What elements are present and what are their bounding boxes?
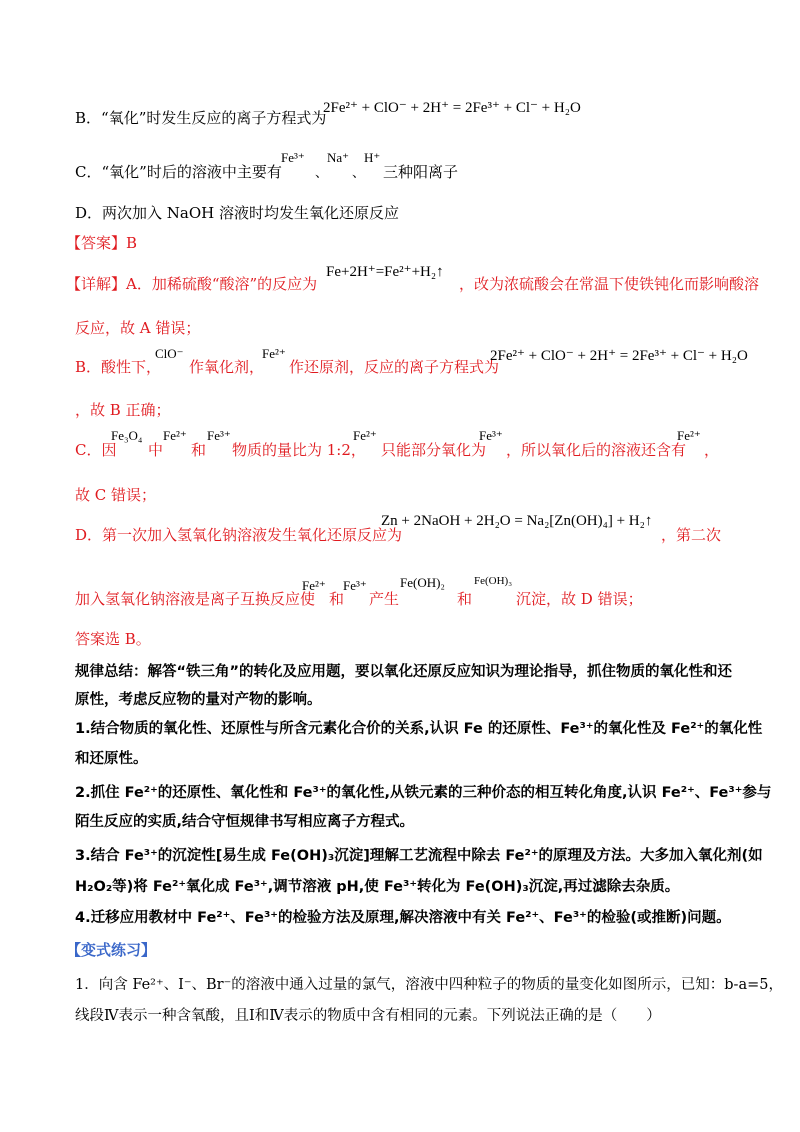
option-c-pre: C．“氧化”时后的溶液中主要有 xyxy=(75,163,282,181)
summary-line-9: 4.迁移应用教材中 Fe²⁺、Fe³⁺的检验方法及原理,解决溶液中有关 Fe²⁺、Fe³⁺的检验(或推断)问题。 xyxy=(75,910,731,926)
detail-d2-he2: 和 xyxy=(457,590,473,608)
detail-c-post: ，所以氧化后的溶液还含有 xyxy=(506,441,687,459)
detail-c-mid: 物质的量比为 1:2， xyxy=(232,441,366,459)
detail-c-fe3o4: Fe₃O₄ xyxy=(111,428,143,443)
summary-line-6: 陌生反应的实质,结合守恒规律书写相应离子方程式。 xyxy=(75,814,415,830)
detail-d2-fe3: Fe³⁺ xyxy=(343,578,367,593)
detail-b-mid1: 作氧化剂， xyxy=(189,358,265,376)
detail-b-equation: 2Fe²⁺ + ClO⁻ + 2H⁺ = 2Fe³⁺ + Cl⁻ + H₂O xyxy=(490,348,748,364)
ion-fe3: Fe³⁺ xyxy=(281,150,305,165)
detail-d-pre: D．第一次加入氢氧化钠溶液发生氧化还原反应为 xyxy=(75,526,403,544)
detail-d2-mid: 产生 xyxy=(369,590,400,608)
answer-label: 【答案】B xyxy=(66,234,138,252)
summary-line-2: 原性，考虑反应物的量对产物的影响。 xyxy=(75,692,322,708)
final-answer: 答案选 B。 xyxy=(75,630,151,648)
detail-c-zhong: 中 xyxy=(148,441,164,459)
detail-d2-feoh3: Fe(OH)₃ xyxy=(474,575,513,587)
detail-d-post: ，第二次 xyxy=(661,526,722,544)
detail-d2-fe2: Fe²⁺ xyxy=(302,578,326,593)
question-1-line-1: 1．向含 Fe²⁺、I⁻、Br⁻的溶液中通入过量的氯气，溶液中四种粒子的物质的量变化如图所示，已知：b-a=5， xyxy=(75,977,783,993)
sep-1: 、 xyxy=(315,165,329,180)
detail-c-he: 和 xyxy=(191,441,207,459)
practice-title: 【变式练习】 xyxy=(66,941,157,959)
option-b-equation: 2Fe²⁺ + ClO⁻ + 2H⁺ = 2Fe³⁺ + Cl⁻ + H₂O xyxy=(323,100,581,116)
detail-d2-he: 和 xyxy=(329,590,345,608)
detail-c-fe3b: Fe³⁺ xyxy=(479,428,503,443)
option-c xyxy=(75,162,282,182)
detail-d2-feoh2: Fe(OH)₂ xyxy=(400,575,445,590)
summary-line-3: 1.结合物质的氧化性、还原性与所含元素化合价的关系,认识 Fe 的还原性、Fe³⁺的氧化性及 Fe²⁺的氧化性 xyxy=(75,721,763,737)
detail-a-line2: 反应，故 A 错误； xyxy=(75,319,201,337)
detail-c-fe2b: Fe²⁺ xyxy=(353,428,377,443)
detail-b-clo: ClO⁻ xyxy=(155,346,184,361)
summary-line-4: 和还原性。 xyxy=(75,751,148,767)
detail-b-mid2: 作还原剂，反应的离子方程式为 xyxy=(289,358,500,376)
ion-na: Na⁺ xyxy=(327,150,350,165)
summary-line-5: 2.抓住 Fe²⁺的还原性、氧化性和 Fe³⁺的氧化性,从铁元素的三种价态的相互转化角度,认识 Fe²⁺、Fe³⁺参与 xyxy=(75,785,772,801)
sep-2: 、 xyxy=(352,165,366,180)
detail-b-fe2: Fe²⁺ xyxy=(262,346,286,361)
detail-c-line2: 故 C 错误； xyxy=(75,486,157,504)
detail-d2-post: 沉淀，故 D 错误； xyxy=(516,590,643,608)
summary-line-8: H₂O₂等)将 Fe²⁺氧化成 Fe³⁺,调节溶液 pH,使 Fe³⁺转化为 Fe(OH)₃沉淀,再过滤除去杂质。 xyxy=(75,879,680,895)
option-b xyxy=(75,108,326,128)
detail-c-fe2c: Fe²⁺ xyxy=(677,428,701,443)
detail-d-equation: Zn + 2NaOH + 2H₂O = Na₂[Zn(OH)₄] + H₂↑ xyxy=(381,513,653,529)
detail-c-mid2: 只能部分氧化为 xyxy=(381,441,487,459)
detail-d2-pre: 加入氢氧化钠溶液是离子互换反应使 xyxy=(75,590,316,608)
option-c-post: 三种阳离子 xyxy=(383,163,459,181)
detail-a-post: ，改为浓硫酸会在常温下使铁钝化而影响酸溶 xyxy=(459,275,760,293)
detail-a-pre: 【详解】A．加稀硫酸“酸溶”的反应为 xyxy=(66,275,318,293)
detail-c-fe2: Fe²⁺ xyxy=(163,428,187,443)
detail-b-line2: ，故 B 正确； xyxy=(75,401,171,419)
detail-c-pre: C．因 xyxy=(75,441,117,459)
ion-h: H⁺ xyxy=(364,150,381,165)
option-b-text: B．“氧化”时发生反应的离子方程式为 xyxy=(75,109,327,127)
detail-c-fe3: Fe³⁺ xyxy=(207,428,231,443)
detail-b-pre: B．酸性下， xyxy=(75,358,162,376)
question-1-line-2: 线段Ⅳ表示一种含氧酸，且Ⅰ和Ⅳ表示的物质中含有相同的元素。下列说法正确的是（ ） xyxy=(75,1008,661,1024)
summary-line-1: 规律总结：解答“铁三角”的转化及应用题，要以氧化还原反应知识为理论指导，抓住物质的氧化性和还 xyxy=(75,664,733,680)
detail-a-equation: Fe+2H⁺=Fe²⁺+H₂↑ xyxy=(326,264,444,280)
option-d: D．两次加入 NaOH 溶液时均发生氧化还原反应 xyxy=(75,204,400,222)
detail-c-comma: ， xyxy=(704,441,720,459)
summary-line-7: 3.结合 Fe³⁺的沉淀性[易生成 Fe(OH)₃沉淀]理解工艺流程中除去 Fe²⁺的原理及方法。大多加入氧化剂(如 xyxy=(75,848,763,864)
